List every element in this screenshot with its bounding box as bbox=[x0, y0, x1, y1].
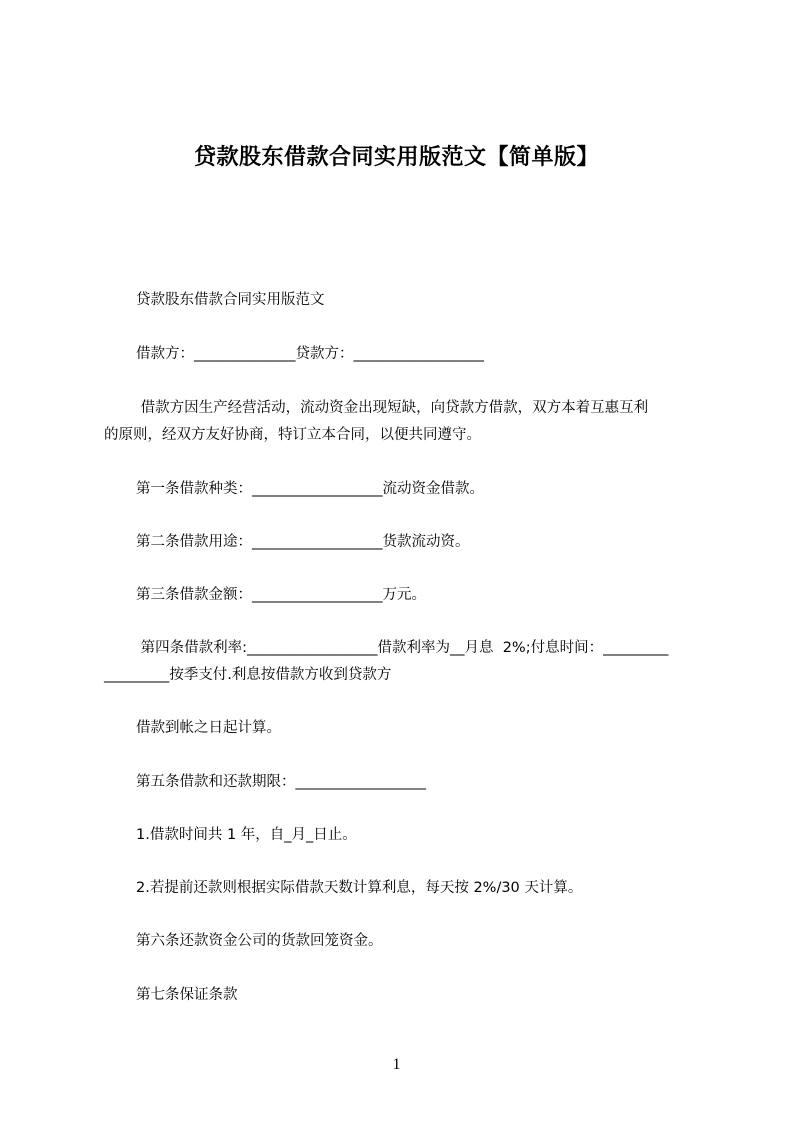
article-1: 第一条借款种类：__________________流动资金借款。 bbox=[136, 481, 484, 497]
document-title: 贷款股东借款合同实用版范文【简单版】 bbox=[193, 145, 599, 170]
document-subtitle: 贷款股东借款合同实用版范文 bbox=[136, 292, 325, 308]
article-6: 第六条还款资金公司的货款回笼资金。 bbox=[136, 933, 383, 949]
article-4-line3: 借款到帐之日起计算。 bbox=[136, 720, 281, 736]
article-3: 第三条借款金额：__________________万元。 bbox=[136, 587, 426, 603]
article-4-line1: 第四条借款利率:__________________借款利率为__月息 2%;付息时间：_________ bbox=[136, 640, 669, 656]
article-5-item-2: 2.若提前还款则根据实际借款天数计算利息，每天按 2%/30 天计算。 bbox=[136, 880, 583, 896]
article-5-item-1: 1.借款时间共 1 年，自_月_日止。 bbox=[136, 827, 357, 843]
parties-line: 借款方：______________贷款方：__________________ bbox=[136, 346, 484, 362]
page-number: 1 bbox=[392, 1056, 401, 1073]
intro-paragraph-line2: 的原则，经双方友好协商，特订立本合同，以便共同遵守。 bbox=[104, 427, 481, 443]
article-5: 第五条借款和还款期限：__________________ bbox=[136, 774, 426, 790]
article-7: 第七条保证条款 bbox=[136, 987, 238, 1003]
intro-paragraph-line1: 借款方因生产经营活动，流动资金出现短缺，向贷款方借款，双方本着互惠互利 bbox=[136, 400, 649, 416]
article-4-line2: _________按季支付.利息按借款方收到贷款方 bbox=[104, 667, 392, 683]
article-2: 第二条借款用途：__________________货款流动资。 bbox=[136, 534, 470, 550]
